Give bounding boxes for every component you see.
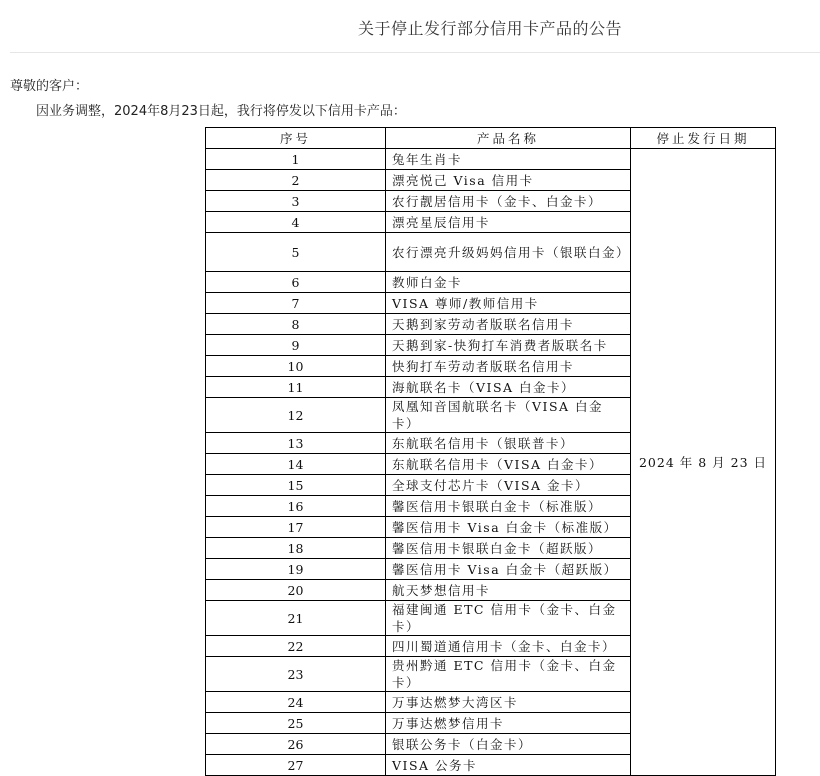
row-product-name: 四川蜀道通信用卡（金卡、白金卡） — [386, 636, 631, 657]
row-seq: 14 — [206, 454, 386, 475]
row-product-name: 兔年生肖卡 — [386, 149, 631, 170]
discontinued-cards-table — [205, 127, 776, 776]
table-row — [206, 149, 776, 170]
row-seq: 20 — [206, 580, 386, 601]
row-seq: 3 — [206, 191, 386, 212]
title-divider — [10, 52, 820, 53]
row-product-name: 教师白金卡 — [386, 272, 631, 293]
row-product-name: 万事达燃梦大湾区卡 — [386, 692, 631, 713]
row-seq: 25 — [206, 713, 386, 734]
intro-paragraph: 因业务调整，2024年8月23日起，我行将停发以下信用卡产品： — [36, 104, 406, 119]
row-seq: 26 — [206, 734, 386, 755]
row-seq: 13 — [206, 433, 386, 454]
row-product-name: 天鹅到家劳动者版联名信用卡 — [386, 314, 631, 335]
row-product-name: 快狗打车劳动者版联名信用卡 — [386, 356, 631, 377]
stop-date-cell: 2024 年 8 月 23 日 — [631, 149, 776, 776]
row-seq: 7 — [206, 293, 386, 314]
row-seq: 10 — [206, 356, 386, 377]
row-product-name: 福建闽通 ETC 信用卡（金卡、白金卡） — [386, 601, 631, 636]
row-seq: 2 — [206, 170, 386, 191]
row-product-name: 漂亮悦己 Visa 信用卡 — [386, 170, 631, 191]
row-product-name: 馨医信用卡银联白金卡（超跃版） — [386, 538, 631, 559]
row-seq: 5 — [206, 233, 386, 272]
row-seq: 24 — [206, 692, 386, 713]
table-body — [206, 149, 776, 776]
row-seq: 15 — [206, 475, 386, 496]
row-product-name: 馨医信用卡 Visa 白金卡（标准版） — [386, 517, 631, 538]
row-product-name: 农行靓居信用卡（金卡、白金卡） — [386, 191, 631, 212]
header-stop-date: 停止发行日期 — [631, 128, 776, 149]
header-seq: 序号 — [206, 128, 386, 149]
greeting-text: 尊敬的客户： — [10, 79, 89, 94]
row-product-name: 农行漂亮升级妈妈信用卡（银联白金） — [386, 233, 631, 272]
row-seq: 17 — [206, 517, 386, 538]
row-product-name: VISA 公务卡 — [386, 755, 631, 776]
row-product-name: 凤凰知音国航联名卡（VISA 白金卡） — [386, 398, 631, 433]
row-product-name: 东航联名信用卡（VISA 白金卡） — [386, 454, 631, 475]
row-seq: 27 — [206, 755, 386, 776]
row-seq: 18 — [206, 538, 386, 559]
row-product-name: 漂亮星辰信用卡 — [386, 212, 631, 233]
row-seq: 21 — [206, 601, 386, 636]
row-product-name: 海航联名卡（VISA 白金卡） — [386, 377, 631, 398]
row-product-name: 全球支付芯片卡（VISA 金卡） — [386, 475, 631, 496]
row-product-name: 天鹅到家-快狗打车消费者版联名卡 — [386, 335, 631, 356]
row-seq: 23 — [206, 657, 386, 692]
row-product-name: 东航联名信用卡（银联普卡） — [386, 433, 631, 454]
row-product-name: 银联公务卡（白金卡） — [386, 734, 631, 755]
header-product-name: 产品名称 — [386, 128, 631, 149]
table-header-row — [206, 128, 776, 149]
row-product-name: 馨医信用卡 Visa 白金卡（超跃版） — [386, 559, 631, 580]
row-product-name: 贵州黔通 ETC 信用卡（金卡、白金卡） — [386, 657, 631, 692]
row-product-name: 馨医信用卡银联白金卡（标准版） — [386, 496, 631, 517]
row-seq: 8 — [206, 314, 386, 335]
row-product-name: VISA 尊师/教师信用卡 — [386, 293, 631, 314]
row-seq: 16 — [206, 496, 386, 517]
row-product-name: 航天梦想信用卡 — [386, 580, 631, 601]
page-title: 关于停止发行部分信用卡产品的公告 — [357, 19, 622, 38]
row-seq: 22 — [206, 636, 386, 657]
row-seq: 12 — [206, 398, 386, 433]
row-seq: 9 — [206, 335, 386, 356]
row-seq: 1 — [206, 149, 386, 170]
row-product-name: 万事达燃梦信用卡 — [386, 713, 631, 734]
row-seq: 4 — [206, 212, 386, 233]
row-seq: 11 — [206, 377, 386, 398]
row-seq: 19 — [206, 559, 386, 580]
row-seq: 6 — [206, 272, 386, 293]
